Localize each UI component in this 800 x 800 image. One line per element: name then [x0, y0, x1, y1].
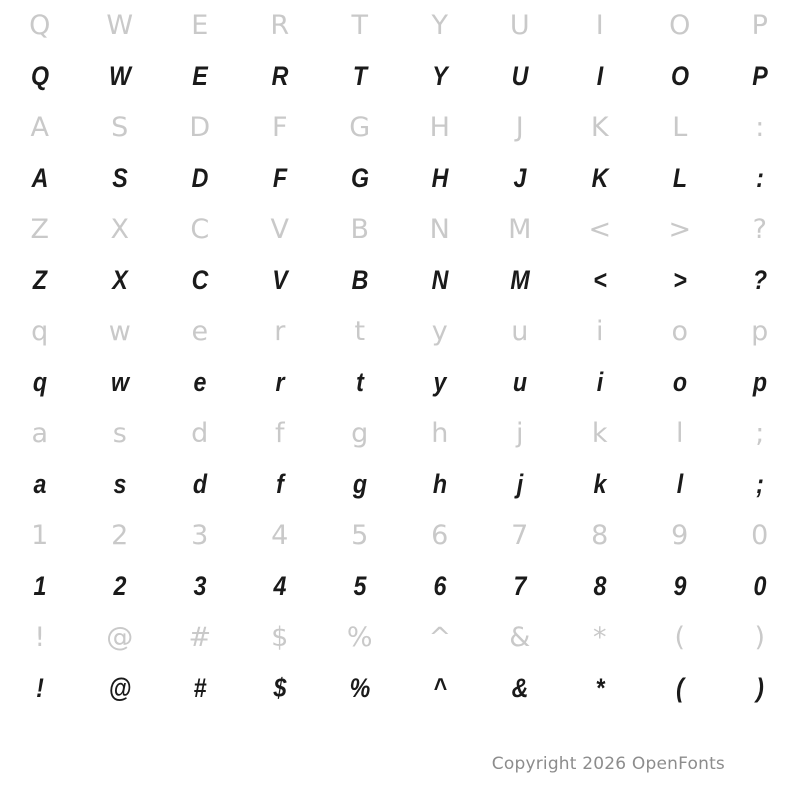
- glyph-cell: T: [352, 61, 368, 91]
- glyph-cell: ^: [433, 673, 447, 703]
- glyph-cell: 6: [433, 571, 447, 601]
- glyph-cell: O: [669, 10, 691, 41]
- glyph-cell: k: [591, 418, 609, 449]
- glyph-cell: %: [349, 673, 371, 703]
- glyph-cell: I: [596, 61, 604, 91]
- glyph-cell: g: [351, 418, 369, 449]
- glyph-cell: P: [751, 10, 769, 41]
- glyph-cell: ?: [752, 265, 768, 295]
- glyph-cell: o: [671, 316, 689, 347]
- glyph-cell: W: [106, 10, 134, 41]
- glyph-cell: f: [274, 418, 285, 449]
- glyph-cell: R: [270, 10, 290, 41]
- glyph-cell: s: [113, 469, 127, 499]
- glyph-cell: d: [191, 418, 209, 449]
- glyph-cell: *: [593, 622, 607, 653]
- glyph-cell: F: [271, 112, 289, 143]
- glyph-cell: 0: [751, 520, 769, 551]
- glyph-cell: L: [672, 163, 688, 193]
- glyph-cell: L: [672, 112, 688, 143]
- glyph-cell: e: [191, 316, 209, 347]
- glyph-cell: q: [32, 367, 48, 397]
- glyph-cell: ^: [428, 622, 452, 653]
- glyph-cell: S: [112, 163, 128, 193]
- glyph-cell: C: [191, 265, 209, 295]
- glyph-cell: i: [595, 316, 604, 347]
- glyph-cell: J: [515, 112, 525, 143]
- glyph-cell: A: [31, 163, 49, 193]
- glyph-cell: k: [593, 469, 607, 499]
- glyph-cell: r: [275, 367, 285, 397]
- glyph-cell: a: [33, 469, 47, 499]
- glyph-cell: 9: [673, 571, 687, 601]
- glyph-cell: G: [350, 163, 370, 193]
- glyph-cell: w: [110, 367, 130, 397]
- glyph-cell: Q: [29, 10, 51, 41]
- glyph-cell: E: [191, 10, 209, 41]
- glyph-cell: ): [756, 673, 764, 703]
- glyph-cell: >: [668, 214, 692, 245]
- glyph-cell: R: [271, 61, 289, 91]
- glyph-cell: H: [429, 112, 451, 143]
- glyph-cell: g: [352, 469, 368, 499]
- glyph-cell: :: [756, 163, 764, 193]
- glyph-cell: h: [432, 469, 448, 499]
- glyph-cell: ): [754, 622, 766, 653]
- glyph-cell: s: [112, 418, 128, 449]
- glyph-cell: l: [675, 418, 684, 449]
- glyph-cell: X: [112, 265, 128, 295]
- glyph-cell: o: [672, 367, 688, 397]
- glyph-cell: $: [271, 622, 289, 653]
- glyph-cell: !: [34, 622, 46, 653]
- glyph-cell: l: [676, 469, 684, 499]
- glyph-cell: 7: [513, 571, 527, 601]
- glyph-cell: 1: [31, 520, 49, 551]
- glyph-cell: 8: [593, 571, 607, 601]
- glyph-cell: !: [36, 673, 44, 703]
- glyph-cell: T: [351, 10, 369, 41]
- glyph-cell: Z: [32, 265, 48, 295]
- glyph-cell: @: [108, 673, 132, 703]
- glyph-cell: V: [270, 214, 290, 245]
- glyph-cell: 4: [271, 520, 289, 551]
- glyph-cell: B: [351, 265, 369, 295]
- glyph-cell: W: [109, 61, 131, 91]
- glyph-cell: 8: [591, 520, 609, 551]
- glyph-cell: C: [190, 214, 210, 245]
- glyph-cell: 2: [111, 520, 129, 551]
- glyph-cell: F: [272, 163, 288, 193]
- glyph-cell: @: [106, 622, 134, 653]
- glyph-cell: %: [346, 622, 374, 653]
- glyph-cell: t: [354, 316, 366, 347]
- glyph-cell: U: [511, 61, 529, 91]
- glyph-cell: Y: [431, 10, 449, 41]
- glyph-cell: (: [674, 622, 686, 653]
- glyph-cell: 5: [353, 571, 367, 601]
- glyph-cell: ;: [755, 418, 765, 449]
- glyph-cell: 7: [511, 520, 529, 551]
- glyph-cell: a: [31, 418, 49, 449]
- glyph-cell: u: [511, 316, 529, 347]
- glyph-cell: H: [431, 163, 449, 193]
- glyph-cell: w: [108, 316, 132, 347]
- glyph-cell: 4: [273, 571, 287, 601]
- glyph-cell: q: [31, 316, 49, 347]
- glyph-cell: N: [431, 265, 449, 295]
- glyph-cell: y: [431, 316, 449, 347]
- glyph-cell: S: [111, 112, 129, 143]
- glyph-cell: *: [595, 673, 605, 703]
- glyph-cell: h: [431, 418, 449, 449]
- glyph-cell: K: [590, 112, 610, 143]
- glyph-cell: (: [676, 673, 684, 703]
- glyph-cell: U: [509, 10, 531, 41]
- glyph-cell: ?: [752, 214, 768, 245]
- glyph-cell: y: [433, 367, 447, 397]
- glyph-cell: N: [429, 214, 451, 245]
- glyph-cell: X: [110, 214, 130, 245]
- glyph-cell: J: [513, 163, 527, 193]
- glyph-cell: p: [751, 316, 769, 347]
- glyph-cell: K: [591, 163, 609, 193]
- glyph-cell: 1: [33, 571, 47, 601]
- glyph-cell: V: [272, 265, 288, 295]
- glyph-cell: 5: [351, 520, 369, 551]
- glyph-cell: O: [670, 61, 690, 91]
- glyph-cell: 3: [191, 520, 209, 551]
- glyph-cell: D: [191, 163, 209, 193]
- glyph-cell: D: [189, 112, 211, 143]
- copyright-notice: Copyright 2026 OpenFonts: [491, 754, 725, 774]
- glyph-cell: M: [508, 214, 532, 245]
- glyph-cell: &: [509, 622, 531, 653]
- glyph-cell: :: [755, 112, 765, 143]
- glyph-cell: 2: [113, 571, 127, 601]
- glyph-cell: <: [588, 214, 612, 245]
- glyph-cell: e: [193, 367, 207, 397]
- glyph-cell: >: [673, 265, 687, 295]
- glyph-cell: $: [273, 673, 287, 703]
- glyph-cell: d: [192, 469, 208, 499]
- glyph-cell: #: [193, 673, 207, 703]
- glyph-cell: 9: [671, 520, 689, 551]
- glyph-cell: A: [30, 112, 50, 143]
- glyph-cell: Y: [432, 61, 448, 91]
- glyph-cell: &: [511, 673, 529, 703]
- glyph-cell: #: [188, 622, 212, 653]
- glyph-cell: j: [515, 418, 524, 449]
- glyph-cell: i: [596, 367, 604, 397]
- glyph-cell: ;: [756, 469, 764, 499]
- glyph-cell: r: [274, 316, 286, 347]
- glyph-cell: <: [593, 265, 607, 295]
- glyph-cell: 6: [431, 520, 449, 551]
- glyph-cell: u: [512, 367, 528, 397]
- glyph-cell: Q: [30, 61, 50, 91]
- glyph-cell: f: [276, 469, 284, 499]
- glyph-cell: P: [752, 61, 768, 91]
- glyph-cell: Z: [30, 214, 50, 245]
- glyph-cell: 0: [753, 571, 767, 601]
- glyph-cell: t: [356, 367, 364, 397]
- glyph-cell: I: [595, 10, 605, 41]
- glyph-cell: G: [349, 112, 371, 143]
- glyph-cell: 3: [193, 571, 207, 601]
- glyph-cell: E: [192, 61, 208, 91]
- glyph-cell: M: [510, 265, 530, 295]
- glyph-cell: j: [516, 469, 524, 499]
- glyph-cell: B: [350, 214, 370, 245]
- glyph-cell: p: [752, 367, 768, 397]
